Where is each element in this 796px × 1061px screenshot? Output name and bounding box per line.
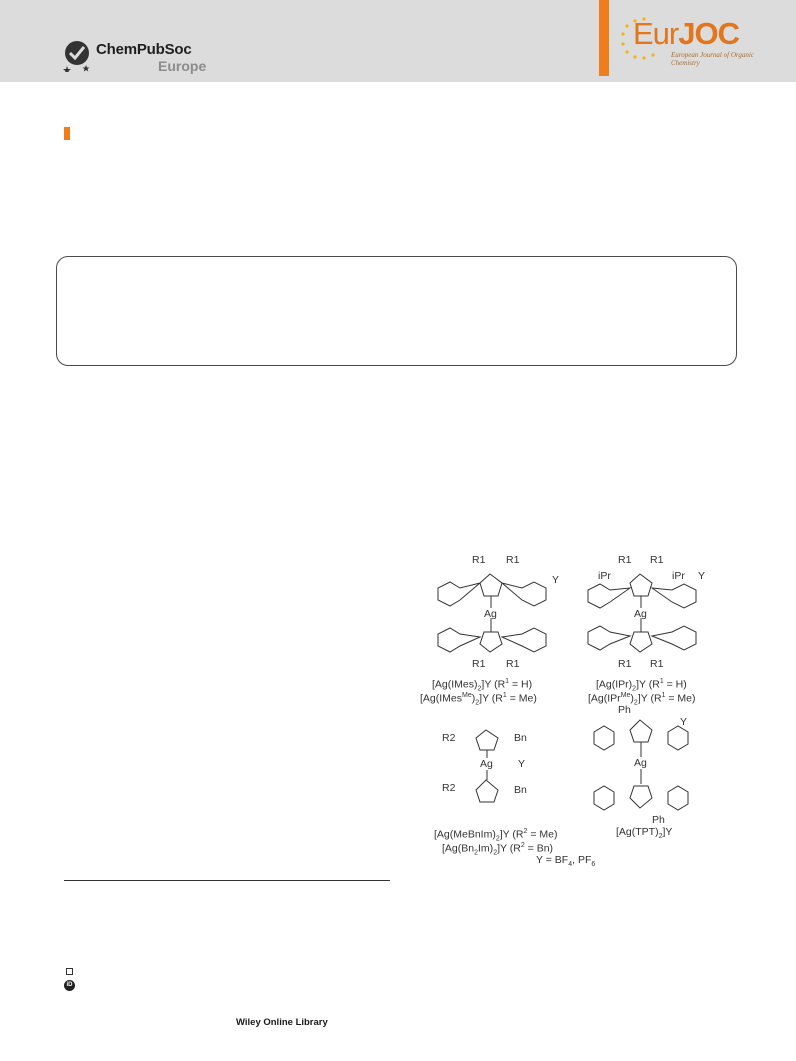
atom-label: R1 (472, 554, 486, 566)
atom-label: R1 (506, 658, 520, 670)
footnote-rule (64, 880, 390, 881)
atom-label: iPr (672, 570, 685, 582)
atom-label: Bn (514, 784, 527, 796)
publisher-name: ChemPubSoc (96, 41, 192, 58)
atom-label: iPr (598, 570, 611, 582)
eurjoc-logo[interactable] (617, 14, 777, 72)
atom-label: Y (680, 716, 688, 728)
orcid-icon[interactable]: iD (64, 980, 75, 991)
atom-label: Ag (480, 758, 493, 770)
atom-label: R2 (442, 782, 456, 794)
journal-abbrev: EurJOC (633, 16, 739, 51)
chemical-structures-figure (418, 552, 718, 872)
atom-label: R1 (650, 658, 664, 670)
atom-label: R1 (650, 554, 664, 566)
atom-label: Y (698, 570, 706, 582)
compound-label: $[Ag(IPr)_2]Y$ $(R^1 = H)$ (596, 678, 687, 693)
atom-label: R1 (506, 554, 520, 566)
compound-label: $[Ag(IPr^{Me})_2]Y$ $(R^1 = Me)$ (588, 692, 696, 707)
supporting-info-icon[interactable] (66, 968, 73, 975)
wiley-online-library-link[interactable]: Wiley Online Library (236, 1017, 328, 1028)
compound-label: $[Ag(Bn_2Im)_2]Y$ $(R^2 = Bn)$ (442, 842, 554, 857)
publisher-region: Europe (158, 58, 207, 74)
chempubsoc-emblem-icon (62, 38, 92, 72)
atom-label: Y (552, 574, 560, 586)
journal-accent-strip (599, 0, 609, 76)
atom-label: Ph (618, 704, 631, 716)
section-marker (64, 127, 70, 140)
atom-label: Ag (634, 757, 647, 769)
atom-label: R1 (618, 658, 632, 670)
atom-label: Ph (652, 814, 665, 826)
compound-label: $[Ag(IMes^{Me})_2]Y$ $(R^1 = Me)$ (420, 692, 537, 707)
abstract-box (56, 256, 737, 366)
atom-label: Y (518, 758, 526, 770)
compound-label: $[Ag(TPT)_2]Y$ (616, 826, 673, 841)
atom-label: Ag (634, 608, 647, 620)
anion-label: $Y = BF_4$, $PF_6$ (536, 854, 596, 869)
journal-subtitle: European Journal of Organic Chemistry (671, 51, 754, 67)
atom-label: Ag (484, 608, 497, 620)
compound-label: $[Ag(MeBnIm)_2]Y$ $(R^2 = Me)$ (434, 828, 558, 843)
atom-label: R2 (442, 732, 456, 744)
compound-label: $[Ag(IMes)_2]Y$ $(R^1 = H)$ (432, 678, 533, 693)
atom-label: R1 (618, 554, 632, 566)
atom-label: R1 (472, 658, 486, 670)
chempubsoc-logo[interactable] (62, 38, 232, 78)
structures-drawing (418, 552, 718, 872)
atom-label: Bn (514, 732, 527, 744)
